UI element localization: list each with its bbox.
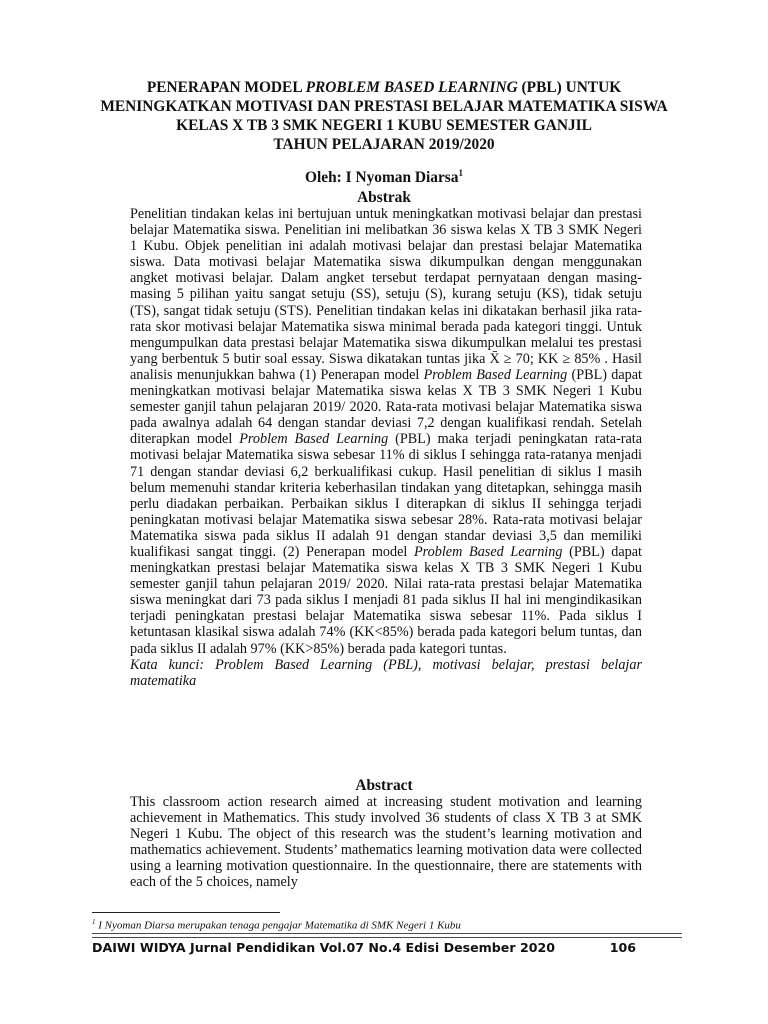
- footer-rule-bottom: [92, 937, 682, 938]
- author-line: Oleh: I Nyoman Diarsa$^1$: [305, 168, 463, 187]
- footer-rule-top: [92, 933, 682, 934]
- title-line-1: PENERAPAN MODEL PROBLEM BASED LEARNING (PBL) UNTUK: [146, 79, 622, 96]
- title-line-3: KELAS X TB 3 SMK NEGERI 1 KUBU SEMESTER GANJIL: [176, 117, 592, 134]
- journal-name: DAIWI WIDYA Jurnal Pendidikan Vol.07 No.4 Edisi Desember 2020: [92, 940, 555, 955]
- abstract-paragraph: This classroom action research aimed at increasing student motivation and learning achievement in Mathematics. This study involved 36 students of class X TB 3 at SMK Negeri 1 Kubu. The object of this research was the student’s learning motivation and mathematics achievement. Students’ mathematics learning motivation data were collected using a learning motivation questionnaire. In the questionnaire, there are statements with each of the 5 choices, namely: [130, 794, 642, 891]
- title-line-2: MENINGKATKAN MOTIVASI DAN PRESTASI BELAJAR MATEMATIKA SISWA: [100, 98, 668, 115]
- page-number: 106: [609, 940, 636, 955]
- abstract-body: [130, 794, 642, 891]
- paper-title: [60, 78, 708, 154]
- abstrak-keywords: Kata kunci: Problem Based Learning (PBL), motivasi belajar, prestasi belajar matematika: [130, 656, 642, 689]
- abstrak-paragraph: Penelitian tindakan kelas ini bertujuan untuk meningkatkan motivasi belajar dan prestasi belajar Matematika siswa. Penelitian ini melibatkan 36 siswa kelas X TB 3 SMK Negeri 1 Kubu. Objek penelitian ini adalah motivasi belajar dan prestasi belajar Matematika siswa. Data motivasi belajar Matematika siswa dikumpulkan dengan menggunakan angket motivasi belajar. Dalam angket tersebut terdapat pernyataan dengan masing-masing 5 pilihan yaitu sangat setuju (SS), setuju (S), kurang setuju (KS), tidak setuju (TS), sangat tidak setuju (STS). Penelitian tindakan kelas ini dikatakan berhasil jika rata-rata skor motivasi belajar Matematika siswa minimal berada pada kategori tinggi. Untuk mengumpulkan data prestasi belajar Matematika siswa dikumpulkan melalui tes prestasi yang berbentuk 5 butir soal essay. Siswa dikatakan tuntas jika X̄ ≥ 70; KK ≥ 85% . Hasil analisis menunjukkan bahwa (1) Penerapan model Problem Based Learning (PBL) dapat meningkatkan motivasi belajar Matematika siswa kelas X TB 3 SMK Negeri 1 Kubu semester ganjil tahun pelajaran 2019/ 2020. Rata-rata motivasi belajar Matematika siswa pada awalnya adalah 64 dengan standar deviasi 7,2 dengan kualifikasi rendah. Setelah diterapkan model Problem Based Learning (PBL) maka terjadi peningkatan rata-rata motivasi belajar Matematika siswa sebesar 11% di siklus I sehingga rata-ratanya menjadi 71 dengan standar deviasi 6,2 berkualifikasi cukup. Hasil penelitian di siklus I masih belum memenuhi standar kriteria keberhasilan tindakan yang ditetapkan, sehingga masih perlu diadakan perbaikan. Perbaikan siklus I diterapkan di siklus II sehingga terjadi peningkatan motivasi belajar Matematika siswa sebesar 28%. Rata-rata motivasi belajar Matematika siswa pada siklus II adalah 91 dengan standar deviasi 3,5 dan memiliki kualifikasi sangat tinggi. (2) Penerapan model Problem Based Learning (PBL) dapat meningkatkan prestasi belajar Matematika siswa kelas X TB 3 SMK Negeri 1 Kubu semester ganjil tahun pelajaran 2019/ 2020. Nilai rata-rata prestasi belajar Matematika siswa meningkat dari 73 pada siklus I menjadi 81 pada siklus II hal ini mengindikasikan terjadi peningkatan prestasi belajar Matematika siswa sebesar 11%. Pada siklus I ketuntasan klasikal siswa adalah 74% (KK<85%) berada pada kategori belum tuntas, dan pada siklus II adalah 97% (KK>85%) berada pada kategori tuntas.: [130, 206, 642, 657]
- abstract-heading: Abstract: [355, 777, 413, 794]
- author-footnote-mark: 1: [458, 168, 463, 178]
- journal-footer: [92, 940, 682, 956]
- abstrak-heading: Abstrak: [357, 189, 411, 206]
- footnote: $^1$ I Nyoman Diarsa merupakan tenaga pengajar Matematika di SMK Negeri 1 Kubu: [92, 918, 461, 932]
- footnote-divider: [92, 912, 280, 913]
- abstrak-body: [130, 206, 642, 689]
- title-line-4: TAHUN PELAJARAN 2019/2020: [273, 136, 495, 153]
